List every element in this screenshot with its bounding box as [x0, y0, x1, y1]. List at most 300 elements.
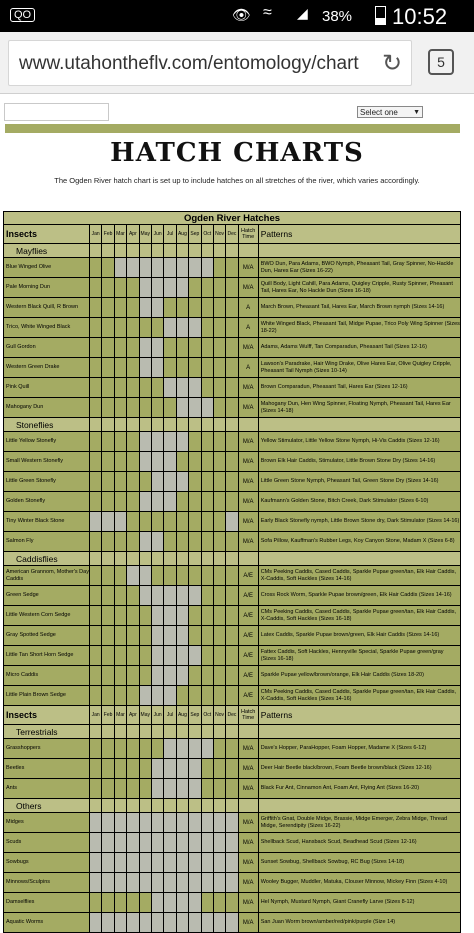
hatch-cell-active [201, 813, 213, 833]
hatch-cell [127, 398, 139, 418]
insect-name: Midges [4, 813, 90, 833]
hatch-cell [189, 686, 201, 706]
hatch-cell [114, 739, 126, 759]
table-row [4, 739, 461, 759]
fly-patterns: White Winged Black, Pheasant Tail, Midge Pupae, Trico Poly Wing Spinner (Sizes 18-22) [258, 318, 460, 338]
table-row [4, 532, 461, 552]
hatch-cell [164, 358, 176, 378]
fly-patterns: Mahogany Dun, Hen Wing Spinner, Floating Nymph, Pheasant Tail, Hares Ear (Sizes 14-18) [258, 398, 460, 418]
table-row [4, 913, 461, 933]
group-blank-cell [127, 244, 139, 258]
hatch-cell [201, 318, 213, 338]
hatch-time-code: A/E [238, 646, 258, 666]
hatch-cell [176, 532, 188, 552]
hatch-cell-active [226, 813, 238, 833]
hatch-cell [164, 566, 176, 586]
hatch-cell-active [189, 378, 201, 398]
group-blank-cell [102, 244, 114, 258]
hatch-cell [127, 492, 139, 512]
hatch-cell-active [176, 759, 188, 779]
insect-name: Pale Morning Dun [4, 278, 90, 298]
fly-patterns: CMs Peeking Caddis, Cased Caddis, Sparkle Pupae green/tan, Elk Hair Caddis, X-Caddis, Soft Hackles (Sizes 14-16) [258, 566, 460, 586]
hatch-cell [139, 398, 151, 418]
table-row [4, 338, 461, 358]
hatch-cell [90, 606, 102, 626]
hatch-cell [139, 626, 151, 646]
hatch-cell [114, 586, 126, 606]
hatch-cell [226, 532, 238, 552]
group-blank-cell [201, 799, 213, 813]
group-name: Stoneflies [4, 418, 90, 432]
hatch-cell [114, 358, 126, 378]
month-header: Jul [164, 706, 176, 725]
group-blank-cell [213, 725, 225, 739]
hatch-cell-active [176, 913, 188, 933]
table-row [4, 759, 461, 779]
search-input[interactable] [4, 103, 109, 121]
month-header: Oct [201, 706, 213, 725]
hatch-cell [90, 492, 102, 512]
month-header: Apr [127, 225, 139, 244]
group-blank-cell [226, 418, 238, 432]
hatch-cell-active [164, 472, 176, 492]
hatch-cell [176, 452, 188, 472]
group-blank-cell [164, 418, 176, 432]
hatch-time-code: M/A [238, 258, 258, 278]
hatch-cell [213, 452, 225, 472]
hatch-cell-active [139, 813, 151, 833]
hatch-cell-active [164, 586, 176, 606]
select-dropdown[interactable] [357, 106, 423, 118]
group-blank-cell [139, 244, 151, 258]
hatch-cell-active [139, 686, 151, 706]
group-name: Others [4, 799, 90, 813]
hatch-cell-active [151, 759, 163, 779]
group-blank-cell [102, 552, 114, 566]
hatch-cell [164, 512, 176, 532]
group-blank-cell [201, 552, 213, 566]
group-blank-cell [226, 725, 238, 739]
hatch-cell-active [151, 686, 163, 706]
group-header-row [4, 799, 461, 813]
hatch-time-code: M/A [238, 853, 258, 873]
hatch-cell-active [176, 853, 188, 873]
hatch-cell [226, 893, 238, 913]
insect-name: Little Western Corn Sedge [4, 606, 90, 626]
column-header-hatch-time: Hatch Time [238, 225, 258, 244]
hatch-cell-active [189, 813, 201, 833]
group-header-row [4, 418, 461, 432]
insect-name: Sowbugs [4, 853, 90, 873]
battery-icon [375, 6, 386, 25]
insect-name: Grasshoppers [4, 739, 90, 759]
group-header-row [4, 552, 461, 566]
hatch-cell-active [164, 853, 176, 873]
group-blank-cell [114, 552, 126, 566]
hatch-cell-active [114, 873, 126, 893]
hatch-cell [226, 318, 238, 338]
fly-patterns: Wooley Bugger, Muddler, Matuka, Clouser Minnow, Mickey Finn (Sizes 4-10) [258, 873, 460, 893]
group-blank-cell [201, 244, 213, 258]
hatch-cell [90, 739, 102, 759]
hatch-cell-active [176, 666, 188, 686]
hatch-cell-active [164, 378, 176, 398]
fly-patterns: Sparkle Pupae yellow/brown/orange, Elk Hair Caddis (Sizes 18-20) [258, 666, 460, 686]
hatch-cell-active [139, 258, 151, 278]
hatch-cell [201, 298, 213, 318]
hatch-cell [114, 298, 126, 318]
group-blank-cell [151, 552, 163, 566]
group-blank-cell [176, 725, 188, 739]
hatch-cell [102, 666, 114, 686]
hatch-cell [226, 686, 238, 706]
hatch-time-code: M/A [238, 378, 258, 398]
hatch-cell-active [139, 338, 151, 358]
hatch-cell-active [139, 492, 151, 512]
hatch-cell [114, 606, 126, 626]
hatch-cell-active [90, 873, 102, 893]
hatch-cell [127, 893, 139, 913]
table-row [4, 779, 461, 799]
hatch-cell [176, 358, 188, 378]
hatch-cell-active [164, 666, 176, 686]
hatch-cell [201, 358, 213, 378]
hatch-cell [114, 472, 126, 492]
hatch-cell-active [139, 853, 151, 873]
hatch-cell [102, 532, 114, 552]
fly-patterns: Deer Hair Beetle black/brown, Foam Beetle brown/black (Sizes 12-16) [258, 759, 460, 779]
table-row [4, 432, 461, 452]
insect-name: Gray Spotted Sedge [4, 626, 90, 646]
hatch-cell [127, 472, 139, 492]
hatch-cell-active [127, 258, 139, 278]
hatch-cell [90, 472, 102, 492]
hatch-cell-active [176, 626, 188, 646]
group-blank-cell [90, 725, 102, 739]
hatch-cell [226, 432, 238, 452]
hatch-cell-active [176, 873, 188, 893]
hatch-cell [90, 278, 102, 298]
hatch-cell-active [176, 258, 188, 278]
column-header-patterns: Patterns [258, 706, 460, 725]
hatch-cell-active [127, 813, 139, 833]
hatch-cell [114, 893, 126, 913]
hatch-cell-active [139, 833, 151, 853]
group-blank-cell [226, 552, 238, 566]
hatch-cell-active [151, 492, 163, 512]
hatch-cell-active [114, 813, 126, 833]
reload-icon[interactable]: ↻ [382, 50, 403, 77]
hatch-cell [139, 779, 151, 799]
hatch-cell-active [176, 779, 188, 799]
month-header: Nov [213, 706, 225, 725]
hatch-cell [114, 492, 126, 512]
hatch-cell [176, 492, 188, 512]
eye-icon: 👁 [232, 7, 252, 24]
hatch-time-code: M/A [238, 452, 258, 472]
hatch-cell [127, 512, 139, 532]
hatch-cell [139, 739, 151, 759]
hatch-cell-active [189, 893, 201, 913]
hatch-cell [201, 893, 213, 913]
hatch-cell [189, 278, 201, 298]
hatch-cell [102, 278, 114, 298]
group-blank-cell [189, 799, 201, 813]
hatch-cell [213, 586, 225, 606]
table-row [4, 893, 461, 913]
fly-patterns: Sofa Pillow, Kauffman's Rubber Legs, Koy Canyon Stone, Madam X (Sizes 6-8) [258, 532, 460, 552]
hatch-cell [114, 646, 126, 666]
hatch-cell-active [90, 512, 102, 532]
month-header: Dec [226, 225, 238, 244]
hatch-cell [114, 759, 126, 779]
address-bar[interactable] [8, 40, 412, 86]
hatch-cell-active [164, 492, 176, 512]
group-name: Terrestrials [4, 725, 90, 739]
hatch-cell [114, 378, 126, 398]
hatch-cell [226, 338, 238, 358]
hatch-cell-active [139, 566, 151, 586]
hatch-time-code: M/A [238, 398, 258, 418]
hatch-cell-active [176, 398, 188, 418]
hatch-cell [127, 432, 139, 452]
hatch-cell [213, 398, 225, 418]
hatch-cell-active [90, 813, 102, 833]
hatch-cell [90, 686, 102, 706]
hatch-cell-active [226, 833, 238, 853]
hatch-cell [226, 666, 238, 686]
hatch-cell [114, 686, 126, 706]
group-blank-cell [201, 725, 213, 739]
hatch-cell-active [213, 873, 225, 893]
hatch-cell [189, 492, 201, 512]
hatch-cell-active [164, 686, 176, 706]
month-header: Jul [164, 225, 176, 244]
hatch-cell [164, 338, 176, 358]
url-text[interactable]: www.utahontheflv.com/entomology/chart [19, 53, 359, 74]
insect-name: Ants [4, 779, 90, 799]
insect-name: Little Plain Brown Sedge [4, 686, 90, 706]
hatch-cell [201, 686, 213, 706]
fly-patterns: CMs Peeking Caddis, Cased Caddis, Sparkle Pupae green/tan, Elk Hair Caddis, X-Caddis, Soft Hackles (Sizes 14-16) [258, 686, 460, 706]
hatch-cell [127, 759, 139, 779]
hatch-cell [90, 566, 102, 586]
hatch-cell [90, 378, 102, 398]
hatch-cell-active [151, 358, 163, 378]
month-header: Jan [90, 225, 102, 244]
hatch-cell [151, 512, 163, 532]
hatch-cell-active [176, 378, 188, 398]
tab-switcher-button[interactable]: 5 [428, 49, 454, 75]
hatch-cell [213, 258, 225, 278]
hatch-cell [139, 318, 151, 338]
hatch-cell-active [102, 833, 114, 853]
browser-toolbar [0, 32, 474, 94]
column-header-hatch-time: Hatch Time [238, 706, 258, 725]
table-row [4, 566, 461, 586]
hatch-cell [90, 358, 102, 378]
hatch-cell [102, 893, 114, 913]
hatch-cell-active [189, 913, 201, 933]
hatch-cell-active [139, 873, 151, 893]
hatch-time-code: M/A [238, 472, 258, 492]
hatch-cell [201, 472, 213, 492]
hatch-cell [127, 318, 139, 338]
hatch-cell-active [151, 813, 163, 833]
hatch-cell-active [127, 566, 139, 586]
hatch-cell [102, 398, 114, 418]
hatch-cell [102, 739, 114, 759]
hatch-cell [226, 646, 238, 666]
group-blank-cell [90, 799, 102, 813]
group-blank-cell [127, 725, 139, 739]
hatch-cell [226, 378, 238, 398]
hatch-cell [127, 626, 139, 646]
hatch-cell-active [164, 606, 176, 626]
hatch-cell [213, 759, 225, 779]
hatch-cell-active [213, 913, 225, 933]
hatch-cell [114, 278, 126, 298]
hatch-cell-active [151, 873, 163, 893]
hatch-cell-active [139, 452, 151, 472]
hatch-cell-active [213, 813, 225, 833]
hatch-time-code: A [238, 298, 258, 318]
hatch-cell [90, 338, 102, 358]
hatch-cell [102, 432, 114, 452]
hatch-cell-active [164, 258, 176, 278]
voicemail-icon: QO [10, 8, 35, 22]
hatch-cell [127, 606, 139, 626]
fly-patterns: CMs Peeking Caddis, Cased Caddis, Sparkle Pupae green/tan, Elk Hair Caddis, X-Caddis, Soft Hackles (Sizes 16-18) [258, 606, 460, 626]
hatch-time-code: M/A [238, 278, 258, 298]
group-blank-cell [189, 244, 201, 258]
hatch-cell [127, 739, 139, 759]
hatch-cell [139, 646, 151, 666]
group-blank-cell [139, 799, 151, 813]
hatch-cell [139, 512, 151, 532]
hatch-cell-active [151, 452, 163, 472]
group-blank-cell [189, 725, 201, 739]
group-blank-cell [176, 799, 188, 813]
insect-name: Pink Quill [4, 378, 90, 398]
hatch-cell [114, 398, 126, 418]
group-blank-cell [258, 244, 460, 258]
hatch-cell-active [151, 472, 163, 492]
group-name: Caddisflies [4, 552, 90, 566]
insect-name: Scuds [4, 833, 90, 853]
hatch-cell-active [176, 893, 188, 913]
fly-patterns: Cross Rock Worm, Sparkle Pupae brown/green, Elk Hair Caddis (Sizes 14-16) [258, 586, 460, 606]
hatch-cell-active [139, 432, 151, 452]
hatch-cell [102, 779, 114, 799]
hatch-cell [213, 893, 225, 913]
hatch-cell [102, 258, 114, 278]
group-blank-cell [90, 244, 102, 258]
month-header: Aug [176, 225, 188, 244]
hatch-cell-active [151, 338, 163, 358]
hatch-cell-active [90, 853, 102, 873]
table-row [4, 873, 461, 893]
hatch-time-code: M/A [238, 512, 258, 532]
hatch-cell [189, 566, 201, 586]
fly-patterns: Adams, Adams Wulff, Tan Comparadun, Pheasant Tail (Sizes 12-16) [258, 338, 460, 358]
hatch-cell-active [189, 398, 201, 418]
hatch-cell [201, 566, 213, 586]
hatch-cell [189, 666, 201, 686]
insect-name: Golden Stonefly [4, 492, 90, 512]
hatch-cell [213, 686, 225, 706]
hatch-time-code: A/E [238, 566, 258, 586]
table-row [4, 813, 461, 833]
hatch-cell [102, 626, 114, 646]
hatch-cell [127, 278, 139, 298]
hatch-cell-active [164, 759, 176, 779]
table-header-row [4, 225, 461, 244]
column-header-insects: Insects [4, 706, 90, 725]
hatch-cell [90, 586, 102, 606]
hatch-cell [189, 532, 201, 552]
hatch-cell [114, 566, 126, 586]
hatch-cell [201, 779, 213, 799]
hatch-cell-active [176, 646, 188, 666]
hatch-cell-active [151, 606, 163, 626]
group-blank-cell [226, 244, 238, 258]
table-row [4, 833, 461, 853]
hatch-cell [201, 432, 213, 452]
hatch-cell [226, 298, 238, 318]
hatch-cell-active [201, 873, 213, 893]
insect-name: Damselflies [4, 893, 90, 913]
group-blank-cell [238, 799, 258, 813]
hatch-cell-active [114, 833, 126, 853]
group-blank-cell [114, 418, 126, 432]
hatch-cell [213, 532, 225, 552]
fly-patterns: Griffith's Gnat, Double Midge, Brassie, Midge Emerger, Zebra Midge, Thread Midge, Serendipity (Sizes 16-22) [258, 813, 460, 833]
table-header-row [4, 706, 461, 725]
group-blank-cell [164, 799, 176, 813]
group-header-row [4, 725, 461, 739]
group-header-row [4, 244, 461, 258]
hatch-cell [189, 338, 201, 358]
hatch-cell [151, 739, 163, 759]
group-blank-cell [164, 244, 176, 258]
group-blank-cell [258, 799, 460, 813]
hatch-cell [90, 893, 102, 913]
hatch-cell [226, 586, 238, 606]
fly-patterns: Brown Comparadun, Pheasant Tail, Hares Ear (Sizes 12-16) [258, 378, 460, 398]
month-header: May [139, 706, 151, 725]
hatch-cell [201, 512, 213, 532]
hatch-cell [201, 666, 213, 686]
fly-patterns: Sunset Sowbug, Shellback Sowbug, RC Bug (Sizes 14-18) [258, 853, 460, 873]
hatch-cell-active [151, 853, 163, 873]
hatch-cell-active [164, 318, 176, 338]
column-header-insects: Insects [4, 225, 90, 244]
group-blank-cell [213, 418, 225, 432]
hatch-cell-active [164, 278, 176, 298]
group-blank-cell [258, 552, 460, 566]
group-blank-cell [139, 552, 151, 566]
hatch-cell-active [139, 298, 151, 318]
insect-name: Western Black Quill, R Brown [4, 298, 90, 318]
hatch-cell [226, 606, 238, 626]
hatch-time-code: M/A [238, 779, 258, 799]
hatch-cell-active [213, 833, 225, 853]
hatch-cell [114, 338, 126, 358]
hatch-cell [102, 646, 114, 666]
month-header: Apr [127, 706, 139, 725]
hatch-cell [102, 378, 114, 398]
